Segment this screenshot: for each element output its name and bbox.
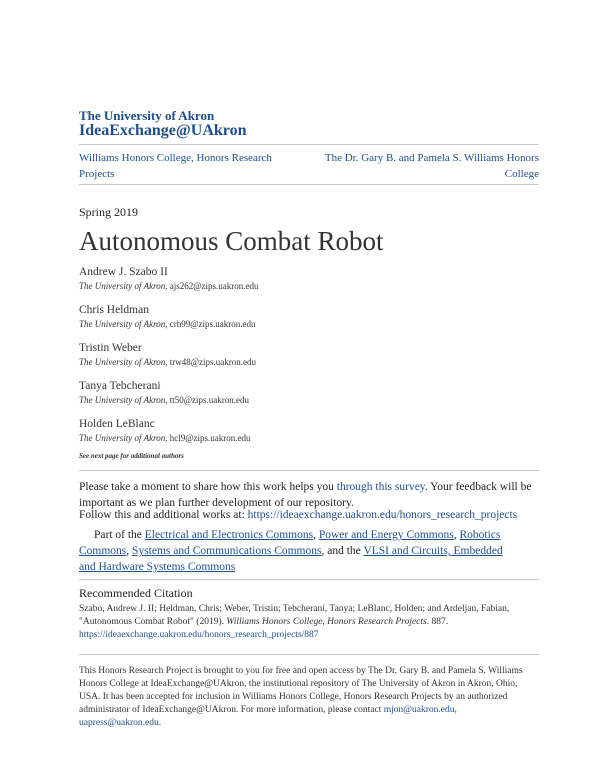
author-entry [79, 341, 256, 369]
contact-email-link[interactable]: uapress@uakron.edu [79, 718, 159, 728]
publication-date: Spring 2019 [79, 205, 139, 219]
author-name: Tanya Tebcherani [79, 380, 161, 392]
author-name: Tristin Weber [79, 342, 142, 354]
feedback-text-end: . Your feedback will be important as we plan further development of our repository. [79, 481, 532, 509]
see-next-page-note: See next page for additional authors [79, 452, 184, 460]
citation-journal: Williams Honors College, Honors Research Projects [226, 617, 427, 627]
collection-right-link[interactable]: The Dr. Gary B. and Pamela S. Williams Honors College [324, 152, 539, 180]
institution-name: The University of Akron [79, 108, 215, 123]
author-affiliation: The University of Akron [79, 281, 166, 291]
separator: , [313, 529, 319, 541]
author-email: , ajs262@zips.uakron.edu [165, 281, 259, 291]
separator: , [126, 545, 133, 557]
author-email: , crh99@zips.uakron.edu [165, 319, 256, 329]
author-entry [79, 379, 249, 407]
author-affiliation: The University of Akron [79, 357, 166, 367]
collection-url-link[interactable]: https://ideaexchange.uakron.edu/honors_research_projects [247, 509, 518, 521]
follow-paragraph [79, 507, 539, 523]
collection-divider [79, 184, 539, 185]
header-divider [79, 144, 539, 145]
content-divider [79, 470, 539, 471]
citation-body: Szabo, Andrew J. II; Heldman, Chris; Weber, Tristin; Tebcherani, Tanya; LeBlanc, Holden; and Ardeljan, Fabian, "Autonomous Combat Robot" (2019). [79, 604, 510, 627]
author-entry [79, 303, 256, 331]
collection-left-link[interactable]: Williams Honors College, Honors Research Projects [79, 152, 272, 180]
citation-heading: Recommended Citation [79, 586, 193, 600]
author-email: , trw48@zips.uakron.edu [165, 357, 257, 367]
follow-text: Follow this and additional works at: [79, 509, 248, 521]
survey-link[interactable]: through this survey [336, 481, 425, 493]
citation-text [79, 603, 541, 642]
citation-url-link[interactable]: https://ideaexchange.uakron.edu/honors_research_projects/887 [79, 630, 319, 640]
author-affiliation: The University of Akron [79, 319, 166, 329]
contact-email-link[interactable]: mjon@uakron.edu [383, 705, 455, 715]
citation-number: . 887. [426, 617, 449, 627]
author-name: Holden LeBlanc [79, 418, 155, 430]
paper-title: Autonomous Combat Robot [79, 226, 384, 256]
author-email: , tt50@zips.uakron.edu [165, 395, 250, 405]
subject-link-systems[interactable]: Systems and Communications Commons [132, 545, 322, 557]
footer-notice [79, 665, 541, 730]
author-name: Chris Heldman [79, 304, 149, 316]
footer-divider [79, 654, 539, 655]
author-entry [79, 265, 259, 293]
separator: , [454, 705, 457, 715]
author-entry [79, 417, 251, 445]
subject-link-electrical[interactable]: Electrical and Electronics Commons [144, 529, 314, 541]
part-of-text: Part of the [94, 529, 145, 541]
footer-end: . [158, 718, 162, 728]
subject-link-vlsi[interactable]: VLSI and Circuits, Embedded and Hardware Systems Commons [79, 545, 503, 573]
repository-name-link[interactable]: IdeaExchange@UAkron [79, 122, 247, 139]
separator: , [453, 529, 460, 541]
author-email: , hcl9@zips.uakron.edu [165, 433, 251, 443]
subject-link-robotics[interactable]: Robotics Commons [79, 529, 501, 557]
subject-link-power-energy[interactable]: Power and Energy Commons [318, 529, 454, 541]
part-of-paragraph [79, 527, 519, 575]
author-affiliation: The University of Akron [79, 395, 166, 405]
footer-text: This Honors Research Project is brought to you for free and open access by The Dr. Gary B. and Pamela S. Williams Honors College at IdeaExchange@UAkron, the institutional repository of The University of Akron in Akron, Ohio, USA. It has been accepted for inclusion in Williams Honors College, Honors Research Projects by an authorized administrator of IdeaExchange@UAkron. For more information, please contact [79, 666, 523, 715]
feedback-text: Please take a moment to share how this work helps you [79, 481, 337, 493]
author-name: Andrew J. Szabo II [79, 266, 168, 278]
citation-divider [79, 579, 539, 580]
separator: , and the [321, 545, 364, 557]
author-affiliation: The University of Akron [79, 433, 166, 443]
